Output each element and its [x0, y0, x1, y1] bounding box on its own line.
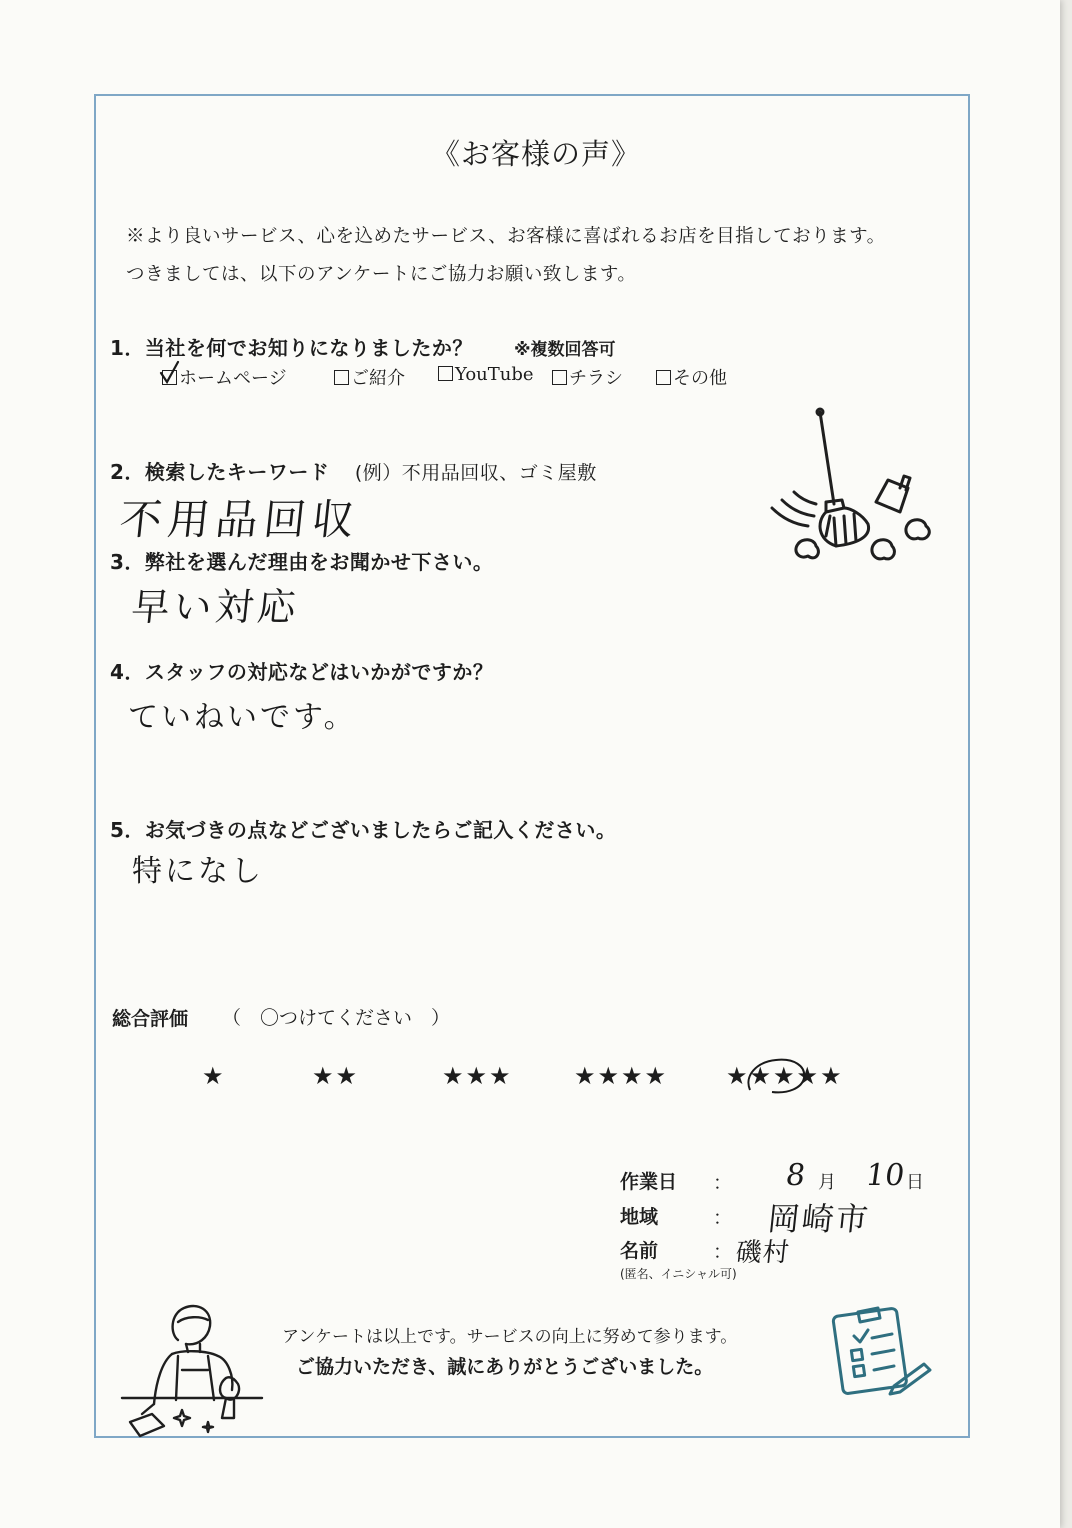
question-2-label: 2．検索したキーワード (例）不用品回収、ゴミ屋敷 — [110, 460, 597, 484]
evaluation-instruction: （ 〇つけてください ） — [222, 1007, 451, 1029]
question-3-label: 3．弊社を選んだ理由をお聞かせ下さい。 — [110, 550, 494, 574]
question-2-example: (例）不用品回収、ゴミ屋敷 — [354, 462, 597, 484]
option-youtube[interactable]: YouTube — [438, 364, 534, 385]
question-1-label: 1．当社を何でお知りになりましたか？ — [110, 336, 473, 360]
rating-2-stars[interactable]: ★★ — [312, 1062, 360, 1090]
work-month-value[interactable]: 8 — [783, 1158, 808, 1193]
checkbox-flyer[interactable] — [552, 370, 567, 385]
work-date-colon: ： — [713, 1172, 733, 1194]
area-colon: ： — [713, 1207, 733, 1229]
evaluation-label: 総合評価 — [112, 1008, 189, 1030]
question-5-label: 5．お気づきの点などございましたらご記入ください。 — [110, 818, 617, 842]
work-date-label: 作業日 — [620, 1171, 678, 1193]
name-value[interactable]: 磯村 — [734, 1238, 792, 1268]
rating-1-star[interactable]: ★ — [202, 1062, 226, 1090]
answer-3-handwritten[interactable]: 早い対応 — [129, 585, 302, 629]
closing-line-2: ご協力いただき、誠にありがとうございました。 — [296, 1356, 714, 1378]
clipboard-checklist-icon — [832, 1302, 932, 1398]
rating-5-stars[interactable]: ★★★★★ — [726, 1062, 844, 1090]
multiple-answer-note: ※複数回答可 — [514, 340, 616, 360]
work-day-value[interactable]: 10 — [863, 1158, 907, 1193]
closing-line-1: アンケートは以上です。サービスの向上に努めて参ります。 — [282, 1327, 738, 1347]
question-4-label: 4．スタッフの対応などはいかがですか？ — [110, 660, 494, 684]
intro-line-1: ※より良いサービス、心を込めたサービス、お客様に喜ばれるお店を目指しております。 — [126, 226, 886, 247]
cleaning-staff-illustration — [122, 1300, 272, 1440]
answer-5-handwritten[interactable]: 特になし — [132, 854, 264, 889]
broom-dustpan-icon — [764, 404, 954, 574]
option-flyer[interactable]: チラシ — [552, 364, 623, 390]
option-other[interactable]: その他 — [656, 364, 727, 390]
area-label: 地域 — [620, 1206, 659, 1228]
checkbox-youtube[interactable] — [438, 366, 453, 381]
checkmark-icon — [158, 360, 182, 386]
month-unit: 月 — [818, 1172, 836, 1193]
rating-3-stars[interactable]: ★★★ — [442, 1062, 513, 1090]
area-value[interactable]: 岡崎市 — [765, 1200, 872, 1238]
checkbox-other[interactable] — [656, 370, 671, 385]
name-note: (匿名、イニシャル可) — [620, 1267, 737, 1281]
option-referral[interactable]: ご紹介 — [334, 364, 405, 390]
page-title: 《お客様の声》 — [430, 137, 641, 171]
name-colon: ： — [713, 1241, 733, 1263]
name-label: 名前 — [620, 1240, 659, 1262]
selected-rating-circle — [742, 1052, 812, 1098]
intro-line-2: つきましては、以下のアンケートにご協力お願い致します。 — [126, 264, 637, 285]
answer-2-handwritten[interactable]: 不用品回収 — [117, 495, 363, 544]
day-unit: 日 — [906, 1172, 924, 1193]
rating-4-stars[interactable]: ★★★★ — [574, 1062, 669, 1090]
answer-4-handwritten[interactable]: ていねいです。 — [128, 700, 357, 735]
checkbox-referral[interactable] — [334, 370, 349, 385]
option-homepage[interactable]: ホームページ — [162, 364, 287, 390]
